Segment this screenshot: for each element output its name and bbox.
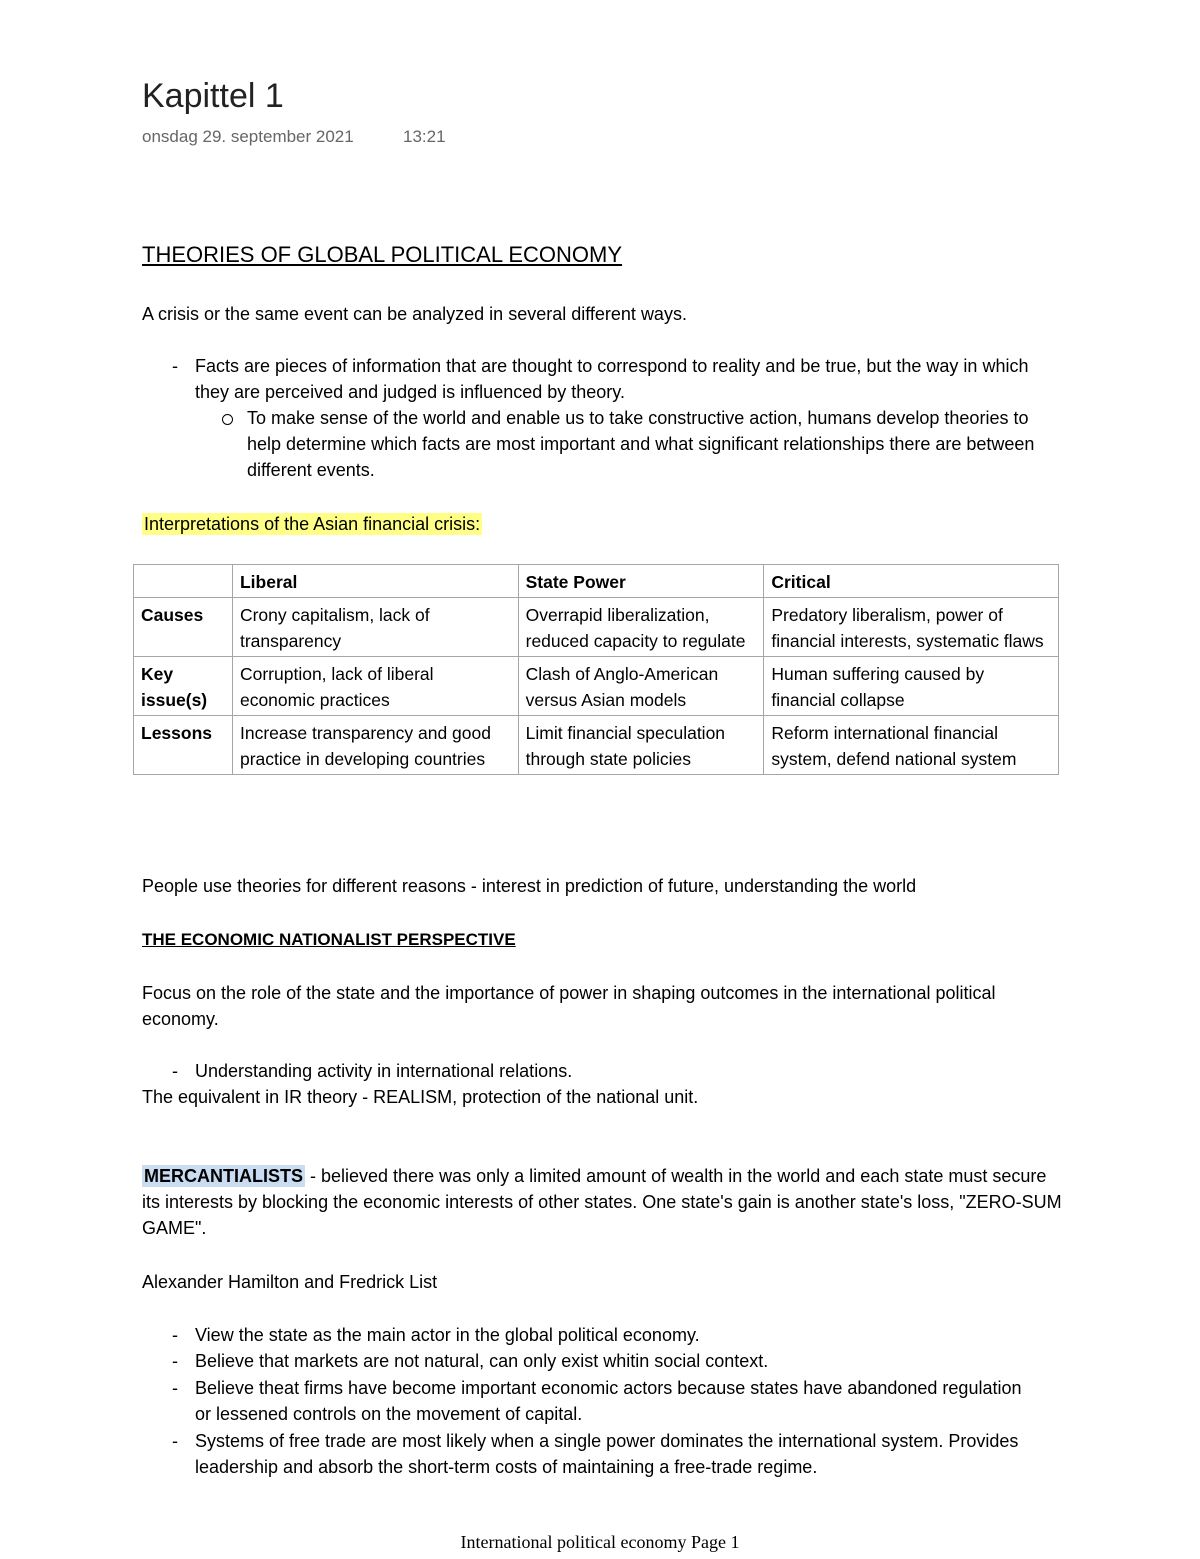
table-cell: Limit financial speculation through state policies: [518, 716, 764, 775]
section-heading-nationalist: THE ECONOMIC NATIONALIST PERSPECTIVE: [142, 930, 516, 949]
dash-bullet-marker: -: [172, 1061, 178, 1081]
table-cell: Increase transparency and good practice in developing countries: [232, 716, 518, 775]
dash-bullet-marker: -: [172, 356, 178, 376]
page-time: 13:21: [403, 127, 446, 146]
table-row-label: Key issue(s): [134, 657, 233, 716]
mercantilists-paragraph: [142, 1163, 1067, 1241]
focus-text: Focus on the role of the state and the importance of power in shaping outcomes in the international political economy.: [142, 983, 996, 1029]
table-cell: Corruption, lack of liberal economic practices: [232, 657, 518, 716]
dash-bullet-marker: -: [172, 1325, 178, 1345]
list-item: View the state as the main actor in the global political economy.: [195, 1325, 700, 1345]
table-row-label: Causes: [134, 598, 233, 657]
intro-text: A crisis or the same event can be analyzed in several different ways.: [142, 304, 687, 324]
table-cell: Crony capitalism, lack of transparency: [232, 598, 518, 657]
list-item: Believe theat firms have become important economic actors because states have abandoned regulation or lessened controls on the movement of capital.: [195, 1378, 1022, 1424]
page-footer: International political economy Page 1: [460, 1532, 740, 1552]
mercantilists-description: - believed there was only a limited amount of wealth in the world and each state must secure its interests by blocking the economic interests of other states. One state's gain is another state's loss, "ZERO-SUM GAME".: [142, 1166, 1062, 1238]
authors-text: Alexander Hamilton and Fredrick List: [142, 1272, 438, 1292]
table-header-cell: [134, 565, 233, 598]
table-cell: Reform international financial system, defend national system: [764, 716, 1059, 775]
asian-crisis-table: [133, 564, 1059, 775]
list-item: Systems of free trade are most likely when a single power dominates the international system. Provides leadership and absorb the short-term costs of maintaining a free-trade regime.: [195, 1431, 1019, 1477]
bullet-facts: Facts are pieces of information that are thought to correspond to reality and be true, but the way in which they are perceived and judged is influenced by theory.: [195, 356, 1029, 402]
realism-text: The equivalent in IR theory - REALISM, protection of the national unit.: [142, 1087, 699, 1107]
table-cell: Overrapid liberalization, reduced capacity to regulate: [518, 598, 764, 657]
table-cell: Human suffering caused by financial collapse: [764, 657, 1059, 716]
page-date: onsdag 29. september 2021: [142, 127, 354, 146]
table-row: [134, 598, 1059, 657]
interpretations-label: [142, 511, 482, 537]
table-cell: Predatory liberalism, power of financial interests, systematic flaws: [764, 598, 1059, 657]
table-header-cell: Critical: [764, 565, 1059, 598]
table-row: [134, 657, 1059, 716]
table-row-label: Lessons: [134, 716, 233, 775]
theories-reasons-text: People use theories for different reasons - interest in prediction of future, understanding the world: [142, 876, 917, 896]
page-title: Kapittel 1: [142, 77, 284, 115]
table-header-row: [134, 565, 1059, 598]
dash-bullet-marker: -: [172, 1431, 178, 1451]
dash-bullet-marker: -: [172, 1378, 178, 1398]
section-heading-theories: THEORIES OF GLOBAL POLITICAL ECONOMY: [142, 242, 623, 267]
list-item: Believe that markets are not natural, can only exist whitin social context.: [195, 1351, 769, 1371]
mercantilists-term: MERCANTIALISTS: [144, 1166, 303, 1186]
subbullet-theories: To make sense of the world and enable us to take constructive action, humans develop theories to help determine which facts are most important and what significant relationships there are between different events.: [247, 408, 1035, 480]
circle-bullet-marker: [222, 414, 233, 425]
dash-bullet-marker: -: [172, 1351, 178, 1371]
table-row: [134, 716, 1059, 775]
bullet-understanding: Understanding activity in international relations.: [195, 1061, 573, 1081]
table-header-cell: Liberal: [232, 565, 518, 598]
table-cell: Clash of Anglo-American versus Asian models: [518, 657, 764, 716]
table-header-cell: State Power: [518, 565, 764, 598]
yellow-highlight: Interpretations of the Asian financial crisis:: [144, 514, 481, 534]
